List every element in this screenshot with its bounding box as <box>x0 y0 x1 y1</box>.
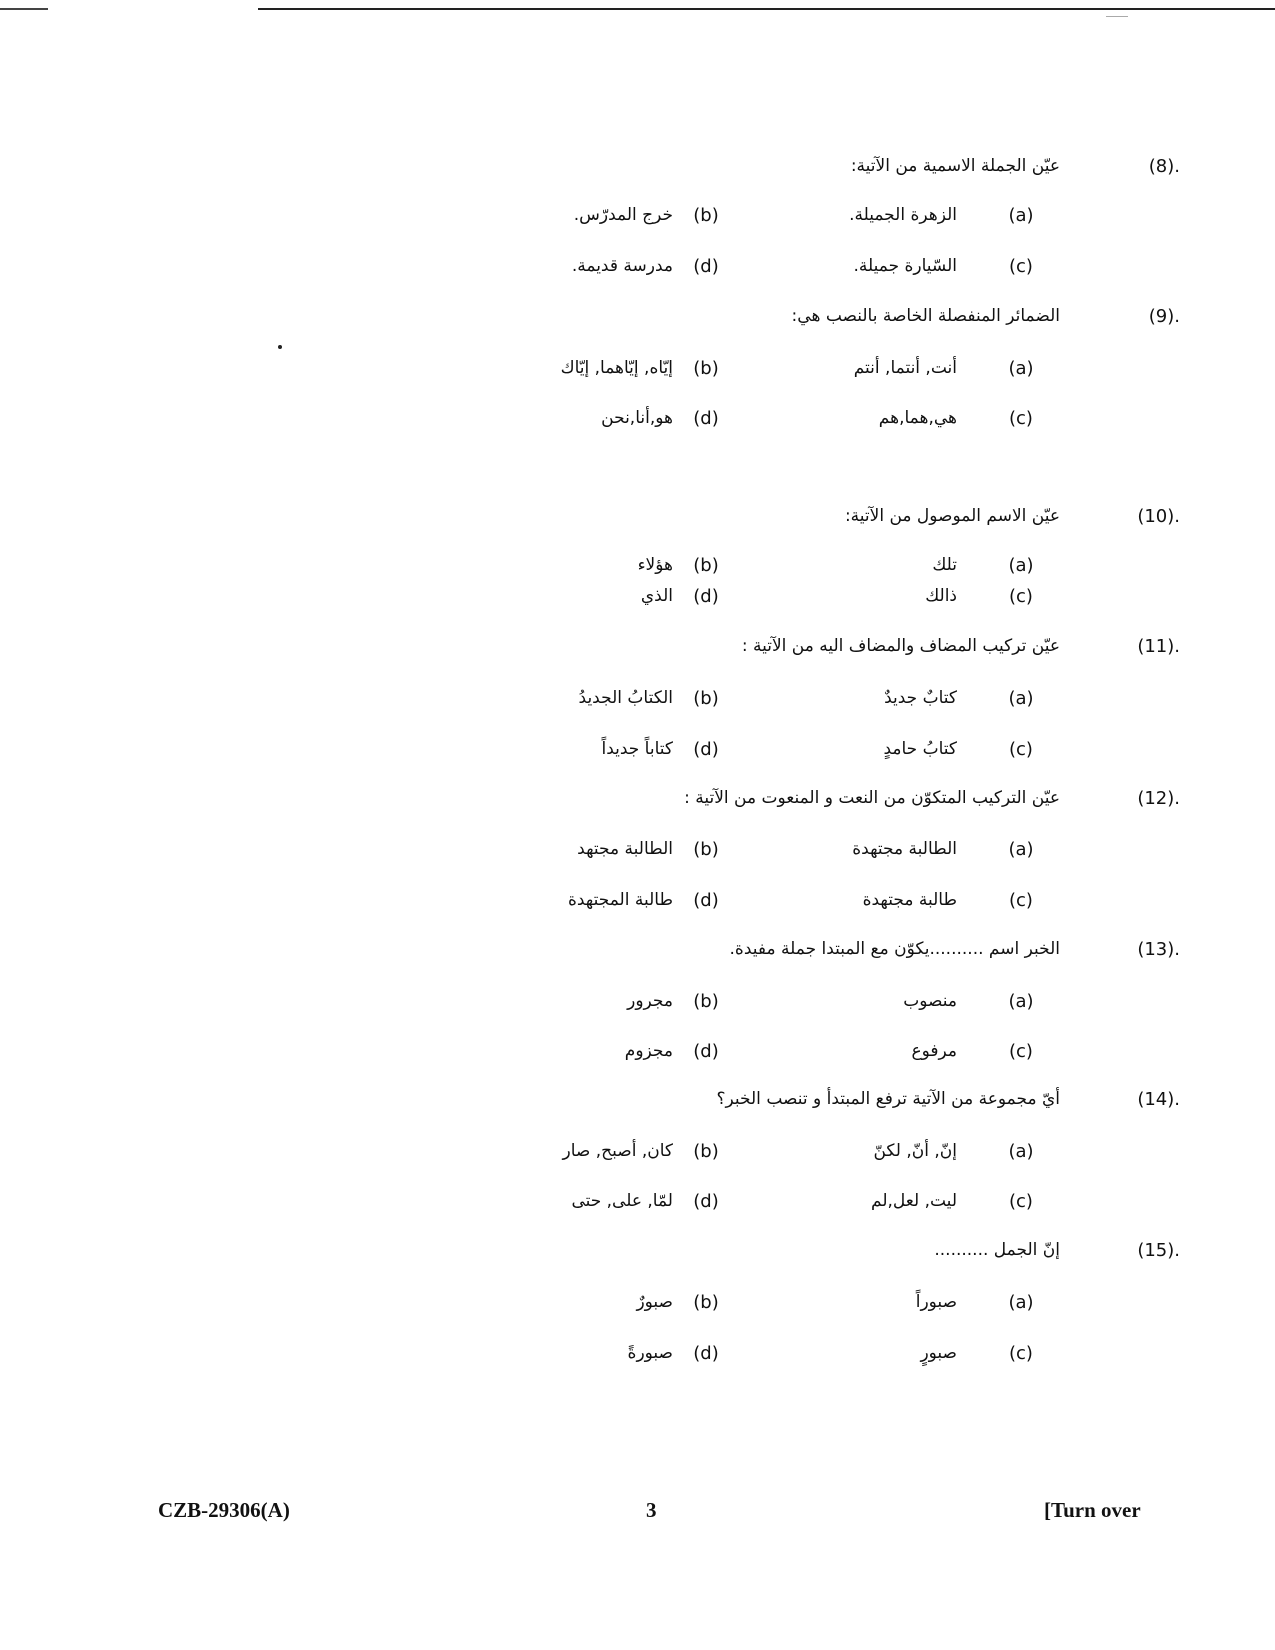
question-number: (12). <box>1137 788 1180 809</box>
option-text: صبورٌ <box>636 1292 673 1312</box>
question-stem: عيّن الجملة الاسمية من الآتية: <box>850 156 1060 176</box>
option-text: كتابٌ جديدٌ <box>884 688 957 708</box>
page-number: 3 <box>646 1498 657 1522</box>
option-text: طالبة المجتهدة <box>567 890 673 910</box>
option-label: (c) <box>1009 586 1033 607</box>
question-stem: إنّ الجمل .......... <box>934 1240 1060 1260</box>
question-stem: عيّن الاسم الموصول من الآتية: <box>844 506 1060 526</box>
option-label: (b) <box>693 205 719 226</box>
option-text: لمّا, على, حتى <box>571 1191 673 1211</box>
option-text: كان, أصبح, صار <box>562 1141 673 1161</box>
question-stem: عيّن التركيب المتكوّن من النعت و المنعوت من الآتية : <box>684 788 1060 808</box>
option-text: هو,أنا,نحن <box>601 408 673 428</box>
option-text: هي,هما,هم <box>878 408 957 428</box>
option-text: مدرسة قديمة. <box>571 256 673 276</box>
option-text: تلك <box>932 555 957 575</box>
option-text: الطالبة مجتهدة <box>852 839 957 859</box>
question-number: (9). <box>1148 306 1180 327</box>
option-label: (d) <box>693 586 719 607</box>
option-label: (b) <box>693 1292 719 1313</box>
option-label: (d) <box>693 1343 719 1364</box>
option-text: إيّاه, إيّاهما, إيّاك <box>560 358 673 378</box>
option-text: صبوراً <box>915 1292 957 1312</box>
question-number: (10). <box>1137 506 1180 527</box>
option-label: (d) <box>693 1041 719 1062</box>
option-label: (a) <box>1008 1141 1034 1162</box>
question-stem: الخبر اسم ..........يكوّن مع المبتدا جملة مفيدة. <box>729 939 1060 959</box>
option-text: كتابُ حامدٍ <box>883 739 957 759</box>
top-right-mark <box>1106 16 1128 17</box>
option-text: كتاباً جديداً <box>601 739 673 759</box>
option-label: (c) <box>1009 890 1033 911</box>
stray-dot <box>278 345 282 349</box>
option-text: إنّ, أنّ, لكنّ <box>873 1141 957 1161</box>
option-label: (d) <box>693 256 719 277</box>
option-text: الزهرة الجميلة. <box>849 205 957 225</box>
option-label: (a) <box>1008 358 1034 379</box>
option-text: الكتابُ الجديدُ <box>578 688 673 708</box>
option-label: (b) <box>693 555 719 576</box>
option-label: (c) <box>1009 739 1033 760</box>
option-label: (a) <box>1008 555 1034 576</box>
option-text: منصوب <box>903 991 957 1011</box>
option-text: خرج المدرّس. <box>573 205 673 225</box>
question-number: (8). <box>1148 156 1180 177</box>
option-label: (d) <box>693 408 719 429</box>
top-left-rule <box>0 8 48 10</box>
option-text: مرفوع <box>911 1041 957 1061</box>
option-label: (d) <box>693 739 719 760</box>
option-label: (b) <box>693 1141 719 1162</box>
option-label: (c) <box>1009 256 1033 277</box>
option-text: مجزوم <box>624 1041 673 1061</box>
option-label: (d) <box>693 1191 719 1212</box>
option-text: الطالبة مجتهد <box>577 839 673 859</box>
option-text: طالبة مجتهدة <box>862 890 957 910</box>
question-number: (11). <box>1137 636 1180 657</box>
option-text: مجرور <box>627 991 673 1011</box>
option-text: الذي <box>640 586 673 606</box>
option-label: (c) <box>1009 408 1033 429</box>
question-number: (14). <box>1137 1089 1180 1110</box>
option-label: (c) <box>1009 1343 1033 1364</box>
top-rule <box>258 8 1275 10</box>
option-label: (a) <box>1008 991 1034 1012</box>
option-text: السّيارة جميلة. <box>853 256 957 276</box>
question-number: (13). <box>1137 939 1180 960</box>
option-text: ليت, لعل,لم <box>871 1191 957 1211</box>
option-label: (c) <box>1009 1191 1033 1212</box>
option-label: (c) <box>1009 1041 1033 1062</box>
option-text: ذالك <box>925 586 957 606</box>
option-label: (b) <box>693 688 719 709</box>
question-number: (15). <box>1137 1240 1180 1261</box>
option-text: أنت, أنتما, أنتم <box>853 358 957 378</box>
option-label: (d) <box>693 890 719 911</box>
option-label: (b) <box>693 991 719 1012</box>
paper-code: CZB-29306(A) <box>158 1498 290 1522</box>
option-label: (a) <box>1008 839 1034 860</box>
option-label: (b) <box>693 358 719 379</box>
question-stem: أيّ مجموعة من الآتية ترفع المبتدأ و تنصب الخبر؟ <box>716 1089 1060 1109</box>
option-text: صبورةً <box>627 1343 673 1363</box>
option-text: هؤلاء <box>637 555 673 575</box>
question-stem: عيّن تركيب المضاف والمضاف اليه من الآتية : <box>741 636 1060 656</box>
option-label: (a) <box>1008 205 1034 226</box>
option-label: (a) <box>1008 688 1034 709</box>
option-label: (a) <box>1008 1292 1034 1313</box>
question-stem: الضمائر المنفصلة الخاصة بالنصب هي: <box>791 306 1060 326</box>
turn-over: [Turn over <box>1044 1498 1141 1522</box>
option-text: صبورٍ <box>920 1343 957 1363</box>
option-label: (b) <box>693 839 719 860</box>
